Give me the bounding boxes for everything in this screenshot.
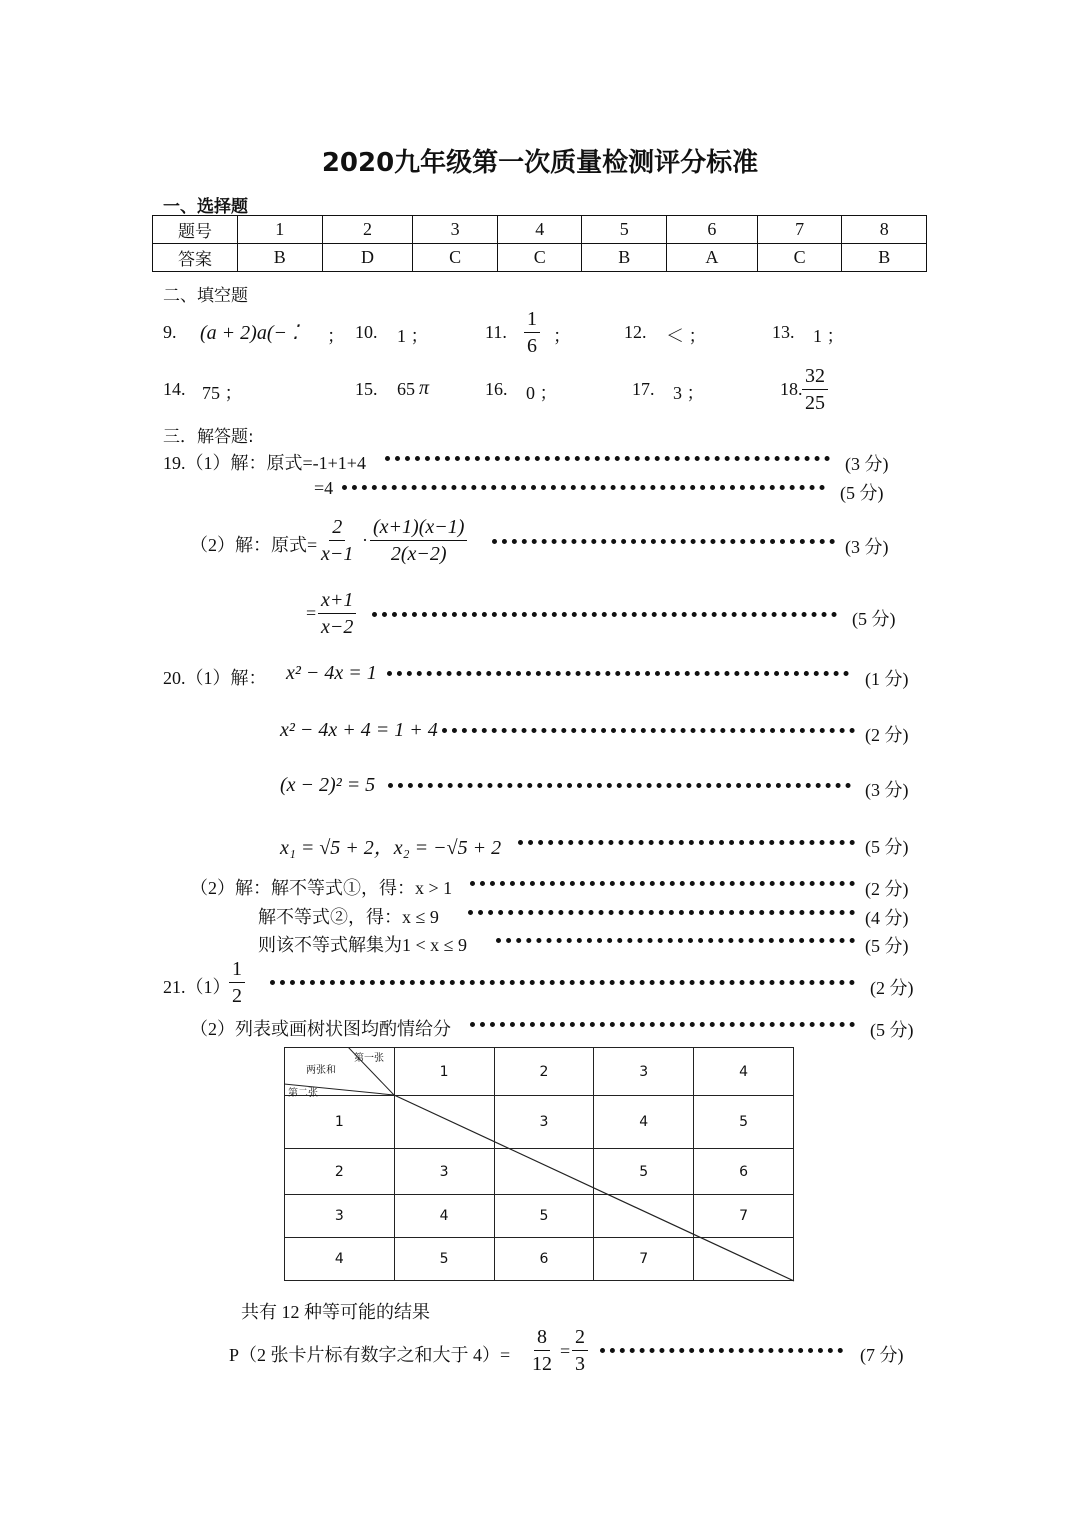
table-cell: D [322, 244, 413, 272]
q17-answer: 3 ； [673, 383, 705, 403]
table-cell: 7 [757, 216, 842, 244]
fraction-numerator: 2 [329, 515, 345, 541]
q20-step2: x² − 4x + 4 = 1 + 4 [280, 719, 438, 741]
fraction-denominator: x−2 [321, 616, 354, 638]
table-cell: 5 [394, 1238, 494, 1281]
q15-answer: 65 [397, 379, 415, 399]
q10-answer: 1 ； [397, 326, 429, 346]
corner-label-second-card: 第二张 [288, 1088, 318, 1099]
table-header-cell: 4 [694, 1048, 794, 1096]
q14-answer: 75 ； [202, 383, 243, 403]
fraction-denominator: x−1 [321, 543, 354, 565]
q11-semicolon: ； [553, 326, 571, 346]
table-cell: 1 [238, 216, 323, 244]
q20-part2-line3: 则该不等式解集为1 < x ≤ 9 [258, 935, 468, 955]
fraction-numerator: 8 [534, 1325, 550, 1351]
table-cell: 3 [394, 1149, 494, 1195]
fraction-numerator: (x+1)(x−1) [370, 515, 467, 541]
dotted-leader [518, 840, 855, 845]
dotted-leader [492, 539, 835, 544]
q12-answer: ＜ ； [666, 326, 707, 346]
probability-fraction-a [529, 1325, 555, 1376]
fraction-numerator: 32 [802, 364, 828, 390]
section-fill-heading: 二、填空题 [163, 286, 248, 306]
corner-label-first-card: 第一张 [354, 1053, 384, 1064]
dotted-leader [442, 728, 855, 733]
q13-number: 13. [772, 322, 795, 342]
equals-sign: = [306, 603, 317, 623]
fraction-denominator: 6 [527, 335, 537, 357]
dotted-leader [470, 881, 855, 886]
table-diagonal-lines [284, 1047, 796, 1283]
q11-fraction [524, 307, 540, 358]
corner-label-sum: 两张和 [306, 1065, 336, 1076]
score-points: (5 分) [852, 609, 896, 629]
score-points: (2 分) [865, 879, 909, 899]
q20-step1: x² − 4x = 1 [286, 662, 377, 684]
score-points: (1 分) [865, 669, 909, 689]
table-cell: B [582, 244, 667, 272]
table-header-cell: 3 [594, 1048, 694, 1096]
table-cell: B [238, 244, 323, 272]
score-points: (5 分) [870, 1020, 914, 1040]
table-cell: C [757, 244, 842, 272]
table-cell: 5 [582, 216, 667, 244]
table-cell: 5 [594, 1149, 694, 1195]
table-cell: 7 [694, 1195, 794, 1238]
table-cell: 4 [497, 216, 582, 244]
q20-step3: (x − 2)² = 5 [280, 774, 376, 796]
table-header-cell: 2 [494, 1048, 594, 1096]
q21-fraction [229, 957, 245, 1008]
probability-fraction-b [572, 1325, 588, 1376]
fraction-numerator: 1 [229, 957, 245, 983]
table-cell: 8 [842, 216, 927, 244]
table-cell: 6 [694, 1149, 794, 1195]
main-diagonal-line [394, 1095, 794, 1281]
q21-part1-label: 21.（1） [163, 977, 231, 997]
q20-part2-line1: （2）解：解不等式①，得：x > 1 [190, 878, 453, 898]
q16-answer: 0 ； [526, 383, 558, 403]
table-cell: 3 [494, 1096, 594, 1149]
dotted-leader [496, 938, 855, 943]
fraction-denominator: 2(x−2) [390, 543, 447, 565]
table-cell: B [842, 244, 927, 272]
score-points: (4 分) [865, 908, 909, 928]
fraction-denominator: 2 [232, 985, 242, 1007]
pi-symbol: π [419, 377, 430, 399]
q9-semicolon: ； [327, 326, 345, 346]
fraction-denominator: 25 [805, 392, 825, 414]
table-cell: 4 [594, 1096, 694, 1149]
dotted-leader [468, 910, 855, 915]
table-header-cell: 1 [394, 1048, 494, 1096]
fraction-numerator: 2 [572, 1325, 588, 1351]
table-cell: 5 [694, 1096, 794, 1149]
page-title: 2020九年级第一次质量检测评分标准 [321, 148, 759, 178]
dotted-leader [385, 456, 830, 461]
q9-number: 9. [163, 322, 177, 342]
dotted-leader [387, 671, 849, 676]
q21-part2-line: （2）列表或画树状图均酌情给分 [190, 1019, 451, 1039]
q20-part2-line2: 解不等式②，得：x ≤ 9 [258, 907, 439, 927]
fraction-numerator: 1 [524, 307, 540, 333]
q19-part1-line1: 19.（1）解：原式=-1+1+4 [163, 453, 366, 473]
multiply-dot: · [362, 530, 368, 550]
table-cell: 4 [394, 1195, 494, 1238]
score-points: (3 分) [845, 454, 889, 474]
fraction-numerator: x+1 [318, 588, 356, 614]
table-cell: 7 [594, 1238, 694, 1281]
q18-number: 18. [780, 379, 803, 399]
dotted-leader [388, 783, 851, 788]
table-row-label: 3 [285, 1195, 395, 1238]
q16-number: 16. [485, 379, 508, 399]
table-cell: 3 [413, 216, 498, 244]
dotted-leader [470, 1022, 855, 1027]
score-points: (7 分) [860, 1345, 904, 1365]
probability-label: P（2 张卡片标有数字之和大于 4）= [229, 1345, 511, 1365]
score-points: (2 分) [865, 725, 909, 745]
table-cell: 6 [494, 1238, 594, 1281]
section-choice-heading: 一、选择题 [163, 197, 248, 217]
table-row-label: 1 [285, 1096, 395, 1149]
table-cell: C [413, 244, 498, 272]
fraction-denominator: 3 [575, 1353, 585, 1375]
dotted-leader [342, 485, 825, 490]
score-points: (3 分) [865, 780, 909, 800]
fraction-denominator: 12 [532, 1353, 552, 1375]
table-cell: C [497, 244, 582, 272]
table-cell: 5 [494, 1195, 594, 1238]
row-label-answer: 答案 [153, 244, 238, 272]
dotted-leader [600, 1348, 843, 1353]
equals-sign: = [560, 1341, 571, 1361]
q19-fraction-b [370, 515, 467, 566]
table-row [153, 216, 927, 244]
choice-answer-table [152, 215, 927, 272]
score-points: (5 分) [865, 837, 909, 857]
q15-number: 15. [355, 379, 378, 399]
q10-number: 10. [355, 322, 378, 342]
table-cell: A [666, 244, 757, 272]
q20-part1-label: 20.（1）解： [163, 668, 267, 688]
q19-part2-label: （2）解：原式= [190, 535, 318, 555]
q17-number: 17. [632, 379, 655, 399]
table-cell: 2 [322, 216, 413, 244]
q19-fraction-a [318, 515, 356, 566]
section-solve-heading: 三．解答题: [163, 427, 254, 447]
q13-answer: 1 ； [813, 326, 845, 346]
q18-fraction [802, 364, 828, 415]
q11-number: 11. [485, 322, 507, 342]
dotted-leader [270, 980, 855, 985]
table-row [153, 244, 927, 272]
dotted-leader [372, 612, 837, 617]
score-points: (5 分) [840, 483, 884, 503]
table-cell: 6 [666, 216, 757, 244]
score-points: (2 分) [870, 978, 914, 998]
q19-part1-line2: =4 [314, 478, 334, 498]
table-row-label: 2 [285, 1149, 395, 1195]
q14-number: 14. [163, 379, 186, 399]
row-label-question: 题号 [153, 216, 238, 244]
q20-step4: x₁ = √5 + 2，x₂ = −√5 + 2 [280, 837, 502, 859]
q12-number: 12. [624, 322, 647, 342]
total-outcomes: 共有 12 种等可能的结果 [241, 1302, 430, 1322]
score-points: (5 分) [865, 936, 909, 956]
q19-result-fraction [318, 588, 356, 639]
score-points: (3 分) [845, 537, 889, 557]
table-row-label: 4 [285, 1238, 395, 1281]
q9-answer: (a + 2)a(− ⁚ [200, 322, 299, 344]
